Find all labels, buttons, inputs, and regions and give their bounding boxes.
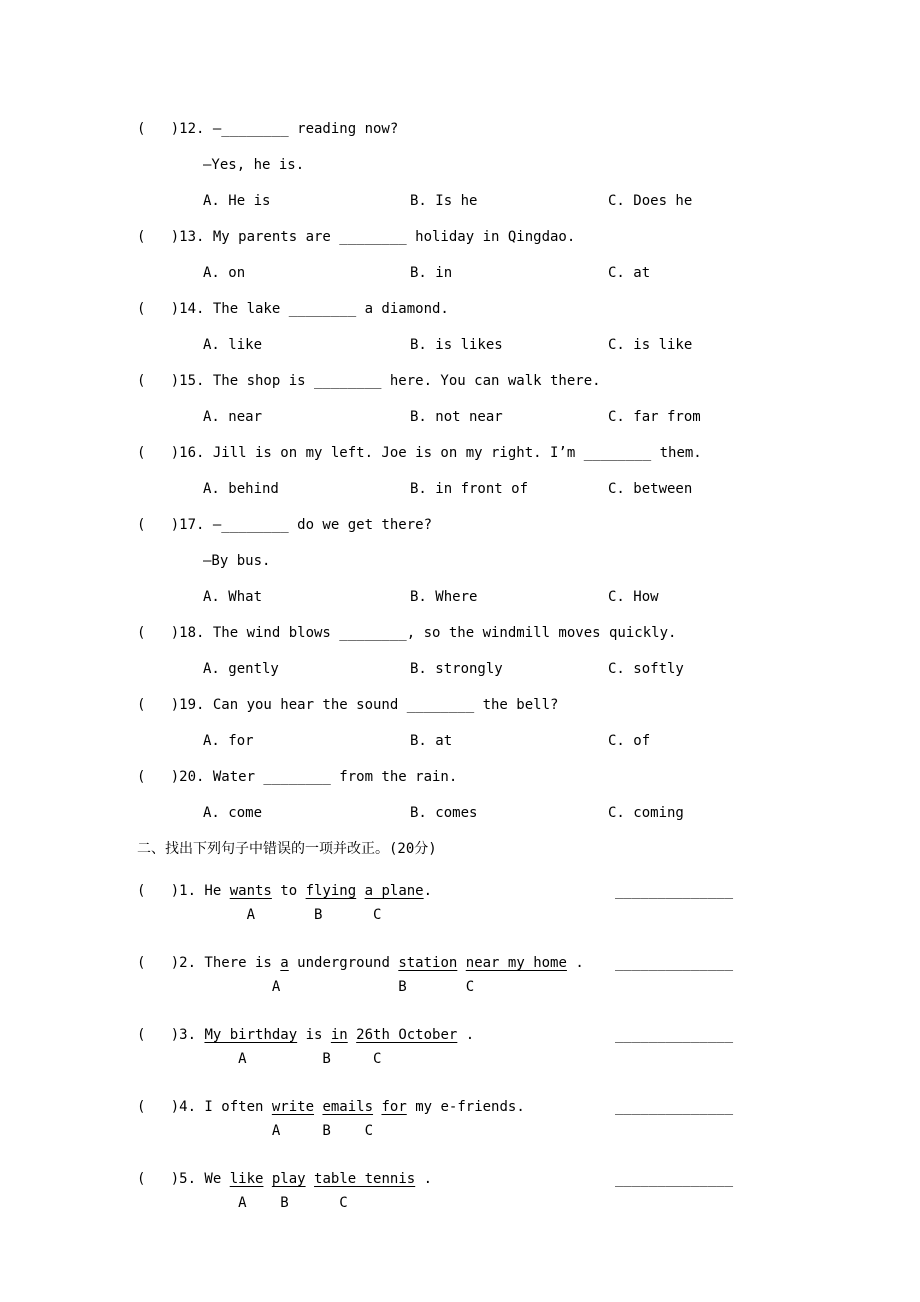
sentence-line <box>137 951 897 975</box>
question-17 <box>137 507 897 615</box>
options-row <box>137 651 897 687</box>
choice-letters-row: A B C <box>137 907 382 923</box>
sentence-part: to <box>271 883 306 899</box>
answer-blank: ______________ <box>615 883 734 899</box>
choice-letters-row: A B C <box>137 979 475 995</box>
sentence-part <box>348 1027 356 1043</box>
option-b: B. not near <box>410 409 503 425</box>
sentence-part: . <box>457 1027 475 1043</box>
correction-item-4 <box>137 1095 897 1143</box>
question-13 <box>137 219 897 291</box>
question-followup: —Yes, he is. <box>203 157 305 173</box>
option-a: A. gently <box>203 661 279 677</box>
choice-letters-row: A B C <box>137 1051 382 1067</box>
correction-item-5 <box>137 1167 897 1215</box>
sentence-part: . <box>423 883 433 899</box>
question-stem: ( )17. —________ do we get there? <box>137 517 433 533</box>
question-20 <box>137 759 897 831</box>
option-a: A. come <box>203 805 263 821</box>
sentence-part: is <box>297 1027 331 1043</box>
sentence-part <box>457 955 465 971</box>
options-row <box>137 183 897 219</box>
options-row <box>137 399 897 435</box>
question-19 <box>137 687 897 759</box>
sentence-line <box>137 879 897 903</box>
option-b: B. Where <box>410 589 478 605</box>
option-c: C. How <box>608 589 659 605</box>
underlined-word-a: wants <box>229 883 272 899</box>
option-b: B. Is he <box>410 193 478 209</box>
sentence-line <box>137 1023 897 1047</box>
option-b: B. is likes <box>410 337 503 353</box>
options-row <box>137 255 897 291</box>
section-heading: 二、找出下列句子中错误的一项并改正。(20分) <box>137 841 437 857</box>
correction-items <box>137 867 897 1215</box>
sentence-part: ( )3. <box>137 1027 205 1043</box>
error-correction-section <box>137 831 897 1215</box>
question-stem: ( )20. Water ________ from the rain. <box>137 769 458 785</box>
sentence-part: ( )2. There is <box>137 955 281 971</box>
option-b: B. strongly <box>410 661 503 677</box>
sentence-part: . <box>415 1171 433 1187</box>
question-stem: ( )18. The wind blows ________, so the windmill moves quickly. <box>137 625 677 641</box>
options-row <box>137 579 897 615</box>
option-b: B. in front of <box>410 481 529 497</box>
sentence-part: ( )1. He <box>137 883 230 899</box>
underlined-word-b: play <box>271 1171 306 1187</box>
underlined-word-c: table tennis <box>314 1171 416 1187</box>
underlined-word-b: in <box>330 1027 348 1043</box>
underlined-word-a: like <box>229 1171 264 1187</box>
sentence-part: ( )4. I often <box>137 1099 272 1115</box>
option-c: C. far from <box>608 409 701 425</box>
underlined-word-c: for <box>381 1099 407 1115</box>
option-c: C. at <box>608 265 651 281</box>
question-stem: ( )12. —________ reading now? <box>137 121 399 137</box>
option-b: B. comes <box>410 805 478 821</box>
option-c: C. is like <box>608 337 693 353</box>
question-stem: ( )16. Jill is on my left. Joe is on my right. I’m ________ them. <box>137 445 702 461</box>
options-row <box>137 723 897 759</box>
test-paper-content <box>137 111 897 1239</box>
question-stem: ( )13. My parents are ________ holiday in Qingdao. <box>137 229 576 245</box>
question-15 <box>137 363 897 435</box>
multiple-choice-section <box>137 111 897 831</box>
answer-blank: ______________ <box>615 955 734 971</box>
option-a: A. behind <box>203 481 279 497</box>
sentence-part: underground <box>288 955 399 971</box>
underlined-word-c: 26th October <box>356 1027 458 1043</box>
correction-item-2 <box>137 951 897 999</box>
options-row <box>137 471 897 507</box>
choice-letters-row: A B C <box>137 1195 348 1211</box>
question-stem: ( )19. Can you hear the sound ________ the bell? <box>137 697 559 713</box>
options-row <box>137 327 897 363</box>
sentence-line <box>137 1095 897 1119</box>
option-c: C. softly <box>608 661 684 677</box>
option-c: C. coming <box>608 805 684 821</box>
answer-blank: ______________ <box>615 1027 734 1043</box>
underlined-word-c: a plane <box>364 883 424 899</box>
underlined-word-b: flying <box>305 883 357 899</box>
correction-item-3 <box>137 1023 897 1071</box>
option-b: B. in <box>410 265 453 281</box>
sentence-line <box>137 1167 897 1191</box>
option-a: A. What <box>203 589 263 605</box>
underlined-word-b: emails <box>322 1099 374 1115</box>
choice-letters-row: A B C <box>137 1123 374 1139</box>
sentence-part: my e-friends. <box>406 1099 525 1115</box>
option-c: C. between <box>608 481 693 497</box>
underlined-word-c: near my home <box>465 955 567 971</box>
option-a: A. for <box>203 733 254 749</box>
option-c: C. Does he <box>608 193 693 209</box>
question-12 <box>137 111 897 219</box>
options-row <box>137 795 897 831</box>
option-a: A. near <box>203 409 263 425</box>
underlined-word-a: My birthday <box>204 1027 298 1043</box>
question-18 <box>137 615 897 687</box>
sentence-part <box>263 1171 271 1187</box>
sentence-part <box>306 1171 314 1187</box>
underlined-word-b: station <box>398 955 458 971</box>
question-14 <box>137 291 897 363</box>
underlined-word-a: write <box>271 1099 315 1115</box>
correction-item-1 <box>137 879 897 927</box>
answer-blank: ______________ <box>615 1099 734 1115</box>
underlined-word-a: a <box>280 955 289 971</box>
option-a: A. He is <box>203 193 271 209</box>
sentence-part <box>356 883 364 899</box>
option-c: C. of <box>608 733 651 749</box>
sentence-part: . <box>566 955 584 971</box>
question-16 <box>137 435 897 507</box>
sentence-part: ( )5. We <box>137 1171 230 1187</box>
option-b: B. at <box>410 733 453 749</box>
question-stem: ( )14. The lake ________ a diamond. <box>137 301 449 317</box>
answer-blank: ______________ <box>615 1171 734 1187</box>
option-a: A. like <box>203 337 263 353</box>
question-stem: ( )15. The shop is ________ here. You can walk there. <box>137 373 601 389</box>
question-followup: —By bus. <box>203 553 271 569</box>
option-a: A. on <box>203 265 246 281</box>
